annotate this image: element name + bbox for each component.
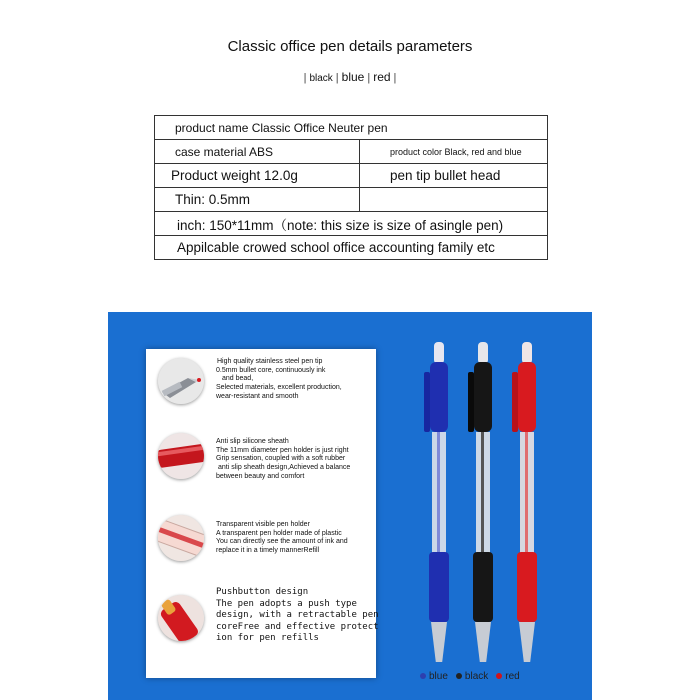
feature-line: coreFree and effective protect	[216, 621, 379, 632]
feature-line: A transparent pen holder made of plastic	[216, 529, 342, 537]
feature-line: 0.5mm bullet core, continuously ink	[216, 366, 326, 374]
spec-table	[154, 115, 548, 260]
spec-row	[155, 116, 548, 140]
page-title: Classic office pen details parameters	[227, 38, 473, 55]
feature-line: Grip sensation, coupled with a soft rubber	[216, 455, 346, 463]
spec-row	[155, 164, 548, 188]
transparent-holder-icon	[158, 515, 204, 561]
dot-icon	[496, 673, 502, 679]
feature-line: and bead,	[222, 375, 254, 383]
color-option-red: red	[373, 70, 391, 84]
pen-black	[468, 342, 493, 662]
pens-illustration	[408, 342, 558, 662]
feature-text	[216, 521, 386, 556]
spec-tip: pen tip bullet head	[360, 164, 548, 188]
pen-red	[512, 342, 537, 662]
feature-heading: Pushbutton design	[216, 587, 309, 597]
feature-line: design, with a retractable pen	[216, 610, 379, 620]
feature-line: between beauty and comfort	[216, 472, 305, 480]
feature-text	[216, 587, 386, 645]
pen-blue	[424, 342, 449, 662]
feature-heading: High quality stainless steel pen tip	[217, 358, 323, 365]
feature-heading: Transparent visible pen holder	[216, 521, 310, 528]
legend-item-black: black	[456, 671, 488, 682]
dot-icon	[456, 673, 462, 679]
feature-line: Selected materials, excellent production,	[216, 384, 342, 392]
feature-text	[216, 358, 386, 402]
spec-row	[155, 188, 548, 212]
color-legend	[420, 671, 520, 682]
legend-item-blue: blue	[420, 671, 448, 682]
spec-empty	[360, 188, 548, 212]
feature-line: You can directly see the amount of ink and	[216, 538, 348, 546]
feature-panel	[108, 312, 592, 700]
spec-applicable: Appilcable crowed school office accounting family etc	[155, 236, 548, 260]
spec-product-color: product color Black, red and blue	[360, 140, 548, 164]
feature-line: anti slip sheath design,Achieved a balance	[218, 464, 351, 472]
pen-tip-icon	[158, 358, 204, 404]
grip-sheath-icon	[158, 433, 204, 479]
feature-line: The pen adopts a push type	[216, 598, 357, 609]
legend-item-red: red	[496, 671, 519, 682]
color-option-black: black	[309, 73, 333, 84]
spec-row	[155, 236, 548, 260]
feature-text	[216, 438, 386, 482]
feature-card	[146, 349, 379, 678]
feature-line: ion for pen refills	[216, 633, 319, 643]
spec-product-name: product name Classic Office Neuter pen	[155, 116, 548, 140]
spec-thin: Thin: 0.5mm	[155, 188, 360, 212]
pushbutton-icon	[158, 595, 204, 641]
spec-row	[155, 140, 548, 164]
spec-weight: Product weight 12.0g	[155, 164, 360, 188]
dot-icon	[420, 673, 426, 679]
spec-inch: inch: 150*11mm（note: this size is size of asingle pen)	[155, 212, 548, 236]
feature-heading: Anti slip silicone sheath	[216, 438, 289, 445]
feature-line: wear-resistant and smooth	[216, 392, 299, 400]
color-options: | black | blue | red |	[303, 70, 397, 84]
feature-line: replace it in a timely mannerRefill	[216, 547, 320, 555]
feature-line: The 11mm diameter pen holder is just right	[216, 446, 349, 454]
color-option-blue: blue	[341, 70, 365, 84]
spec-case-material: case material ABS	[155, 140, 360, 164]
spec-row	[155, 212, 548, 236]
